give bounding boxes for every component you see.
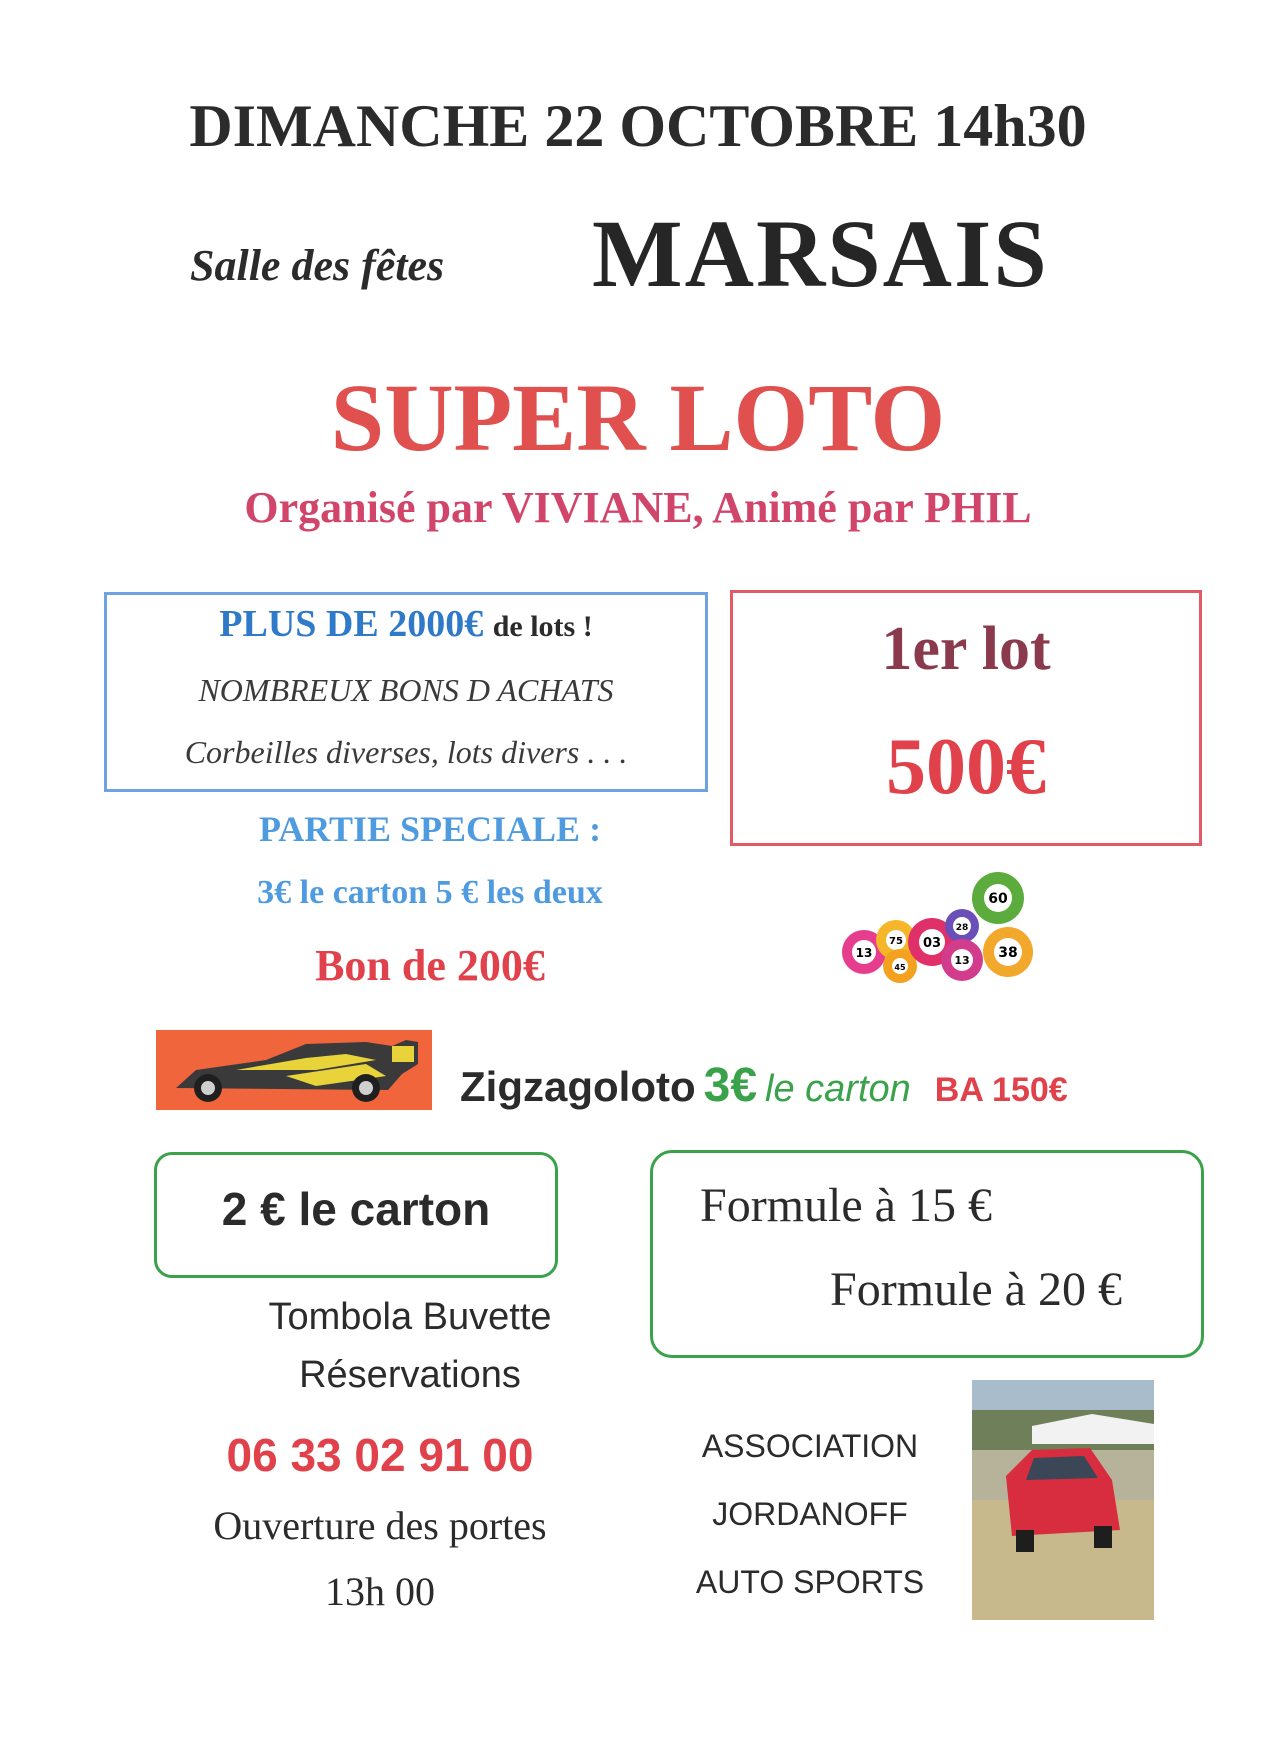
organizer-line: Organisé par VIVIANE, Animé par PHIL <box>244 483 1032 532</box>
formula-15: Formule à 15 € <box>700 1179 992 1232</box>
zigzagoloto-name: Zigzagoloto <box>460 1063 696 1110</box>
association-line: JORDANOFF <box>712 1496 908 1532</box>
red-car-photo <box>972 1380 1154 1620</box>
first-prize-value: 500€ <box>886 723 1046 811</box>
lotto-ball-number: 28 <box>955 923 969 933</box>
special-game-title: PARTIE SPECIALE : <box>258 809 602 849</box>
prizes-vouchers: NOMBREUX BONS D ACHATS <box>198 672 614 708</box>
prizes-amount: PLUS DE 2000€ <box>219 603 484 645</box>
zigzagoloto-line <box>460 1058 1068 1113</box>
association-line: ASSOCIATION <box>701 1428 919 1464</box>
association-line: AUTO SPORTS <box>695 1564 925 1600</box>
doors-label: Ouverture des portes <box>213 1503 547 1548</box>
special-game-prize: Bon de 200€ <box>315 941 545 990</box>
association-block <box>680 1412 940 1616</box>
zigzagoloto-prize: BA 150€ <box>934 1071 1068 1109</box>
extras-block <box>160 1288 660 1404</box>
lotto-ball-number: 45 <box>894 963 906 972</box>
zigzagoloto-price: 3€ <box>703 1059 758 1112</box>
lotto-ball-number: 13 <box>855 946 873 960</box>
prizes-misc: Corbeilles diverses, lots divers . . . <box>184 734 628 770</box>
phone-number: 06 33 02 91 00 <box>226 1429 534 1481</box>
carton-price: 2 € le carton <box>221 1183 491 1235</box>
town-name: MARSAIS <box>592 200 1049 307</box>
lotto-balls-image <box>840 860 1040 990</box>
lotto-ball-number: 60 <box>988 891 1008 907</box>
extras-tombola-buvette: Tombola Buvette <box>268 1296 552 1338</box>
formula-20: Formule à 20 € <box>830 1263 1122 1316</box>
doors-time: 13h 00 <box>325 1569 435 1614</box>
special-game-price: 3€ le carton 5 € les deux <box>257 874 603 911</box>
venue-label: Salle des fêtes <box>190 241 445 290</box>
lotto-ball-number: 75 <box>889 936 903 947</box>
zigzagoloto-unit: le carton <box>765 1068 911 1110</box>
event-title: SUPER LOTO <box>330 364 946 471</box>
event-date: DIMANCHE 22 OCTOBRE 14h30 <box>189 93 1087 159</box>
lotto-ball-number: 13 <box>954 954 970 967</box>
lotto-ball-number: 38 <box>998 945 1018 961</box>
prizes-suffix: de lots ! <box>492 610 593 643</box>
prizes-headline <box>104 602 708 646</box>
first-prize-label: 1er lot <box>881 615 1051 683</box>
race-car-image <box>156 1030 432 1110</box>
lotto-ball-number: 03 <box>922 936 942 951</box>
extras-reservations: Réservations <box>299 1354 521 1396</box>
